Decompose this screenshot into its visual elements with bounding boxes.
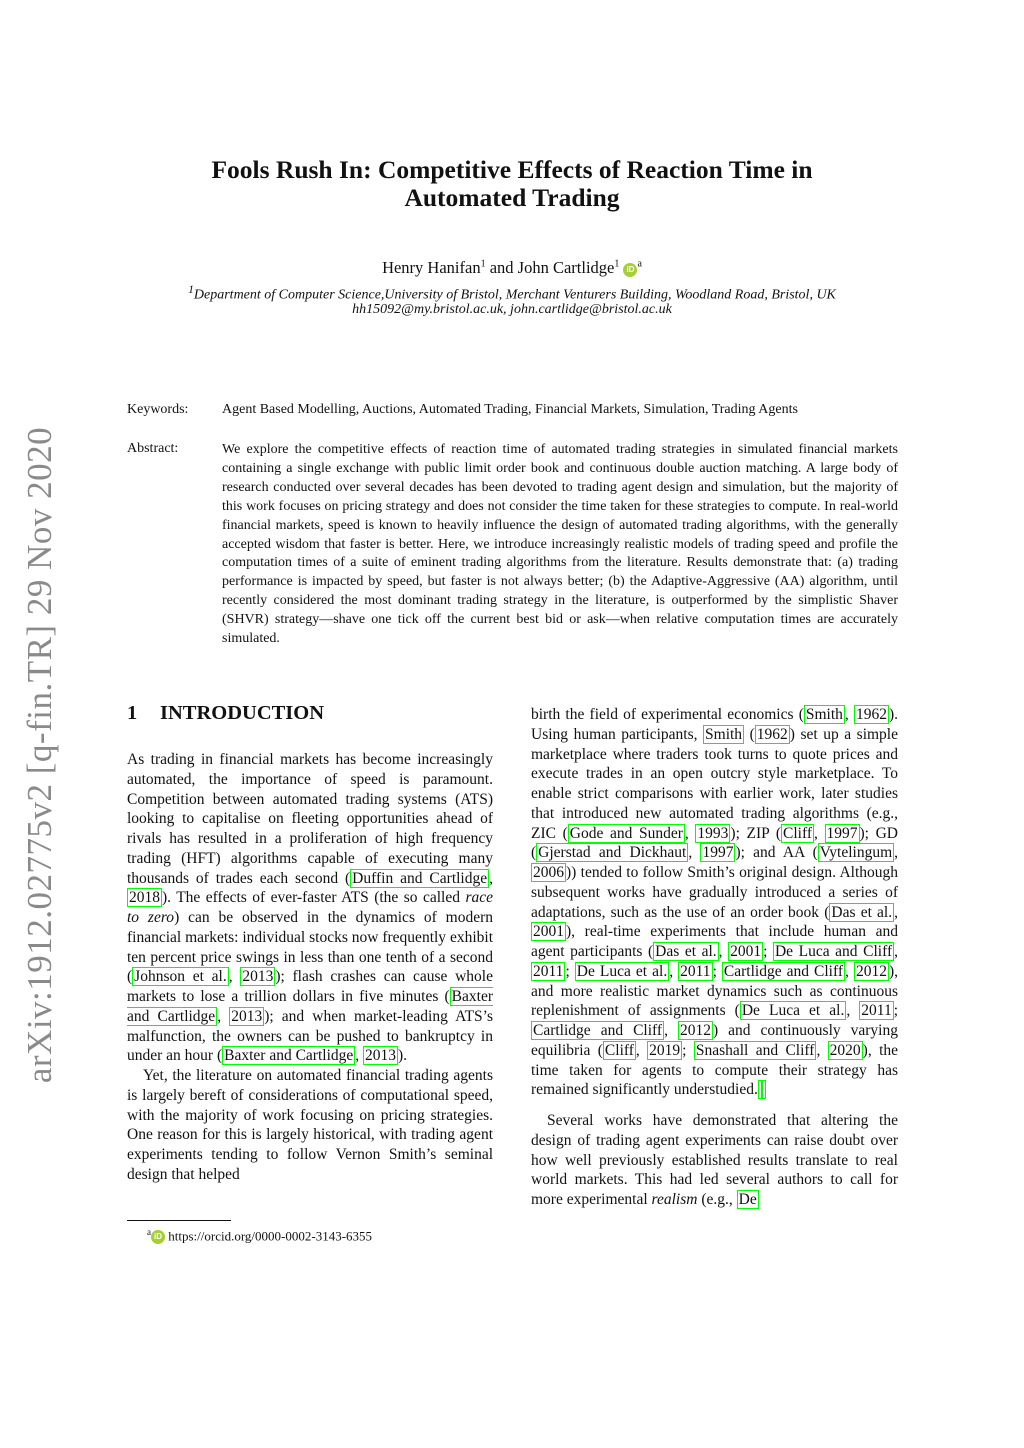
affiliation	[100, 283, 924, 304]
citation-link[interactable]: 2012	[855, 962, 887, 980]
text-run: ,	[217, 1007, 230, 1025]
citation-link[interactable]: Das et al.	[655, 943, 717, 960]
author-name: John Cartlidge	[517, 258, 615, 277]
citation-link[interactable]: 1962	[855, 706, 887, 723]
text-run: ,	[669, 962, 679, 980]
text-run: ). Using human participants,	[531, 706, 898, 743]
text-run: ,	[814, 824, 825, 842]
text-run: ,	[894, 903, 898, 921]
text-run: ,	[635, 1041, 648, 1059]
citation-link[interactable]: 2011	[533, 962, 564, 980]
citation-link[interactable]: 1997	[702, 844, 734, 862]
text-run: ;	[763, 943, 773, 960]
citation-link[interactable]: 2013	[365, 1047, 396, 1065]
section-heading	[127, 702, 324, 725]
citation-link[interactable]: 2012	[679, 1022, 711, 1039]
text-run: ) can be observed in the dynamics of modern financial markets: individual stocks now frequently exhibit ten percent price swings in less than one tenth of a second (	[127, 909, 493, 986]
text-run: ,	[816, 1041, 828, 1059]
citation-link[interactable]: Cartlidge and Cliff	[533, 1022, 663, 1039]
text-run: ).	[398, 1047, 408, 1065]
section-number: 1	[127, 702, 138, 724]
citation-link[interactable]: De Luca et al.	[741, 1002, 845, 1020]
text-run: ,	[355, 1047, 363, 1065]
citation-link[interactable]: Cliff	[783, 824, 812, 842]
text-run: ,	[688, 844, 701, 862]
paragraph	[531, 705, 898, 1100]
right-column	[531, 705, 898, 1210]
text-run: ); flash crashes can cause whole markets to lose a trillion dollars in five minutes (	[127, 968, 493, 1005]
citation-link[interactable]: Baxter and Cartlidge	[127, 988, 493, 1025]
citation-link[interactable]: 2020	[829, 1041, 861, 1059]
citation-link[interactable]: 2011	[680, 962, 711, 980]
citation-link[interactable]: Cliff	[604, 1041, 634, 1059]
footnote	[147, 1227, 372, 1244]
citation-link[interactable]: 2001	[730, 943, 762, 960]
orcid-icon[interactable]: iD	[623, 263, 637, 277]
emphasis: realism	[651, 1191, 698, 1208]
text-run: ), and more realistic market dynamics such as continuous replenishment of assignments (	[531, 962, 899, 1020]
citation-link[interactable]: 1962	[756, 725, 788, 743]
citation-link[interactable]: 2006	[533, 864, 564, 881]
citation-link[interactable]: Das et al.	[831, 903, 893, 921]
text-run: ;	[893, 1002, 899, 1020]
footnote-marker: a	[637, 258, 642, 270]
affiliation-marker: 1	[614, 258, 620, 270]
citation-link[interactable]: Vytelingum	[819, 844, 893, 862]
citation-link[interactable]	[762, 1080, 766, 1099]
keywords-label: Keywords:	[127, 402, 189, 417]
citation-link[interactable]: De Luca et al.	[576, 962, 668, 980]
text-run: )) tended to follow Smith’s original design. Although subsequent works have gradually introduced a series of adaptations, such as the use of an order book (	[531, 864, 898, 921]
citation-link[interactable]: Snashall and Cliff	[695, 1041, 815, 1059]
paragraph	[531, 1111, 898, 1210]
text-run: ); GD (	[531, 824, 899, 862]
abstract-label: Abstract:	[127, 441, 179, 456]
citation-link[interactable]: 1997	[826, 824, 858, 842]
author-emails[interactable]: hh15092@my.bristol.ac.uk, john.cartlidge@bristol.ac.uk	[352, 302, 672, 317]
citation-link[interactable]: Smith	[705, 725, 743, 743]
text-run: ;	[682, 1041, 694, 1059]
arxiv-stamp: arXiv:1912.02775v2 [q-fin.TR] 29 Nov 2020	[20, 426, 59, 1084]
text-run: ). The effects of ever-faster ATS (the so called	[162, 889, 466, 907]
affiliation-text: Department of Computer Science,University of Bristol, Merchant Venturers Building, Woodland Road, Bristol, UK	[193, 287, 836, 303]
citation-link[interactable]: Gode and Sunder	[569, 824, 683, 842]
text-run: ); and AA (	[735, 844, 818, 862]
text-run: ;	[565, 962, 575, 980]
text-run: ,	[684, 824, 696, 842]
text-run: ) and continuously varying equilibria (	[531, 1022, 898, 1059]
section-title: INTRODUCTION	[160, 702, 325, 724]
paper-title: Fools Rush In: Competitive Effects of Reaction Time in Automated Trading	[211, 155, 813, 212]
text-run: ,	[894, 943, 898, 960]
author-line	[150, 258, 874, 278]
text-run: ,	[664, 1022, 678, 1039]
citation-link[interactable]: Cartlidge and Cliff	[723, 962, 844, 980]
text-run: ;	[712, 962, 722, 980]
text-run: (e.g.,	[697, 1191, 737, 1208]
text-run: ,	[228, 968, 241, 986]
text-run: birth the field of experimental economics (	[531, 706, 804, 723]
paragraph: Yet, the literature on automated financial trading agents is largely bereft of considerations of computational speed, with the majority of work focusing on pricing strategies. One reason for this is largely historical, with trading agent experiments tending to follow Vernon Smith’s seminal design that helped	[127, 1067, 493, 1183]
text-run: ,	[894, 844, 899, 862]
citation-link[interactable]: 2001	[533, 923, 564, 941]
text-run: ,	[718, 943, 729, 960]
author-name: Henry Hanifan	[382, 258, 481, 277]
citation-link[interactable]: De	[738, 1191, 757, 1208]
text-run: Several works have demonstrated that altering the design of trading agent experiments can raise doubt over how well previously established results translate to real world markets. This had led several authors to call for more experimental	[531, 1112, 898, 1208]
orcid-url[interactable]: https://orcid.org/0000-0002-3143-6355	[168, 1228, 373, 1244]
text-run: ,	[845, 962, 854, 980]
emphasis: race to zero	[127, 889, 493, 926]
footnote-marker: a	[147, 1227, 151, 1237]
citation-link[interactable]: Duffin and Cartlidge	[352, 869, 488, 887]
citation-link[interactable]: 2018	[129, 889, 160, 907]
citation-link[interactable]: 2011	[861, 1002, 892, 1020]
citation-link[interactable]: 2019	[649, 1041, 681, 1059]
paragraph	[127, 750, 493, 1066]
left-column	[127, 750, 493, 1185]
citation-link[interactable]: Baxter and Cartlidge	[224, 1047, 354, 1065]
text-run: ); and when market-leading ATS’s malfunction, the owners can be pushed to bankruptcy in under an hour (	[127, 1007, 493, 1065]
text-run: ), the time taken for agents to compute their strategy has remained significantly understudied.	[531, 1041, 898, 1099]
author-conjunction: and	[489, 258, 514, 277]
text-run: (	[744, 725, 755, 743]
text-run: ); ZIP (	[730, 824, 781, 842]
citation-link[interactable]: Smith	[805, 706, 843, 723]
citation-link[interactable]: Gjerstad and Dickhaut	[538, 844, 687, 862]
text-run: ,	[844, 706, 854, 723]
text-run: As trading in financial markets has become increasingly automated, the importance of speed is paramount. Competition between automated trading systems (ATS) looking to capitalise on fleeting opportunities ahead of rivals has resulted in a proliferation of high frequency trading (HFT) algorithms capable of executing many thousands of trades each second (	[127, 751, 493, 887]
text-run: ,	[489, 869, 493, 887]
citation-link[interactable]: 2013	[231, 1007, 263, 1025]
text-run: ,	[846, 1002, 860, 1020]
affiliation-marker: 1	[188, 283, 194, 296]
citation-link[interactable]: De Luca and Cliff	[774, 943, 893, 960]
keywords-value: Agent Based Modelling, Auctions, Automated Trading, Financial Markets, Simulation, Trading Agents	[222, 402, 798, 417]
affiliation-marker: 1	[480, 258, 486, 270]
footnote-rule	[127, 1220, 231, 1221]
abstract-text: We explore the competitive effects of reaction time of automated trading strategies in simulated financial markets containing a single exchange with public limit order book and continuous double auction matching. A large body of research conducted over several decades has been devoted to trading agent design and simulation, but the majority of this work focuses on pricing strategy and does not consider the time taken for these strategies to compute. In real-world financial markets, speed is known to heavily influence the design of automated trading algorithms, with the generally accepted wisdom that faster is better. Here, we introduce increasingly realistic models of trading speed and profile the computation times of a suite of eminent trading algorithms from the literature. Results demonstrate that: (a) trading performance is impacted by speed, but faster is not always better; (b) the Adaptive-Aggressive (AA) algorithm, until recently considered the most dominant trading strategy in the literature, is outperformed by the simplistic Shaver (SHVR) strategy—shave one tick off the current best bid or ask—when relative computation times are accurately simulated.	[222, 442, 898, 647]
text-run: ), real-time experiments that include human and agent participants (	[531, 923, 898, 960]
citation-link[interactable]: 2013	[242, 968, 274, 986]
orcid-icon: iD	[151, 1230, 165, 1244]
citation-link[interactable]: 1993	[697, 824, 729, 842]
citation-link[interactable]: Johnson et al.	[134, 968, 227, 986]
text-run: ) set up a simple marketplace where traders took turns to quote prices and execute trades in an open outcry style marketplace. To enable strict comparisons with earlier work, later studies that introduced new automated trading algorithms (e.g., ZIC (	[531, 725, 898, 842]
